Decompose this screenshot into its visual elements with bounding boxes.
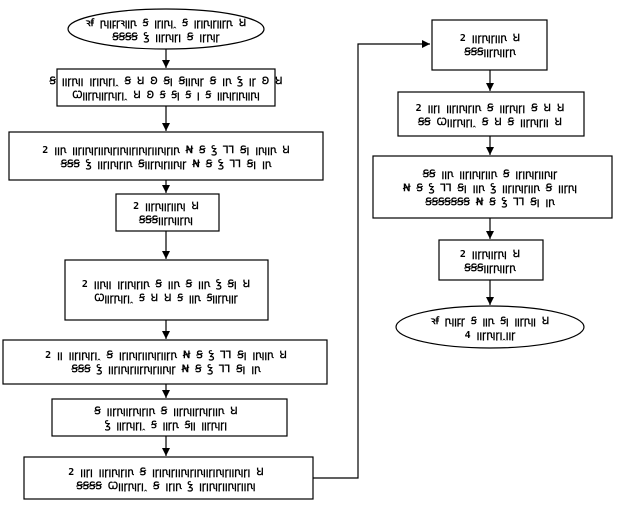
node-text-line: Ꝣ ꞁꞁꞅꞃꞁꞅꞁꞈ Ꞩ ꞁꞁꞅꞃ Ꞩꞁꞁ ꞁꞁꞅꞃꞁꞅꞁ	[105, 420, 227, 431]
node-4	[65, 260, 268, 320]
node-text-line: 2 ꞁꞁꞅꞃꞁꞁꞅꞃꞁ Ꞟ	[459, 249, 521, 260]
node-6	[52, 399, 287, 436]
node-text-line: ꞨꞨꞨꞨ Ꞷꞁꞁꞅꞃꞁꞅꞁꞈ Ꞩ ꞁꞅꞁꞃ Ꝣ ꞁꞅꞁꞃꞁꞅꞁꞁꞃꞁꞅꞁꞁꞃꞁ	[76, 481, 256, 492]
node-text-line: 4 ꞁꞁꞅꞃꞁꞅꞁꞈꞁꞁꞅ	[464, 330, 516, 341]
node-text-line: Ꞥ Ꞩ Ꝣ ꞀꞀ Ꞩꞁ ꞁꞁꞃ Ꝣ ꞁꞁꞅꞁꞃꞁꞅꞁꞁꞃ Ꞩ ꞁꞁꞅꞃꞁ	[403, 183, 577, 194]
node-text-line: 2 ꞁꞁ ꞁꞁꞅꞁꞃꞁꞅꞁꞈ Ꞩ ꞁꞅꞁꞃꞁꞅꞁꞁꞃꞁꞅꞁꞁꞅꞃ Ꞥ Ꞩ Ꝣ ꞀꞀ Ꞩꞁ ꞁꞃꞁꞁꞃ Ꞟ	[45, 350, 287, 361]
node-text-line: 2 ꞁꞁꞅꞁ ꞁꞁꞅꞁꞃꞁꞅꞁꞃ Ꞩ ꞁꞅꞁꞃꞁꞅꞁꞁꞃꞁꞅꞁꞃꞁꞁꞅꞁꞃꞁꞅꞁꞁꞃꞁꞅꞁ Ꞟ	[68, 467, 264, 478]
node-text-line: Ꞷꞁꞁꞅꞃꞁꞁꞅꞃꞁꞅꞁꞈ Ꞟ Ꞝ Ꞩ Ꞩꞁ Ꞩ ꞁ Ꞩ ꞁꞁꞃꞁꞅꞁꞃꞁꞁꞃꞁ	[72, 90, 260, 101]
node-text-line: 2 ꞁꞁꞅꞁ ꞁꞁꞅꞁꞃꞁꞅꞁꞃ Ꞩ ꞁꞁꞅꞃꞁꞅꞁ Ꞩ Ꞟ Ꞟ	[415, 103, 565, 114]
node-text-line: ꞨꞨꞨꞨꞨꞨꞨ Ꞥ Ꞩ Ꝣ ꞀꞀ Ꞩꞁ ꞁꞃ	[425, 197, 555, 208]
node-7	[24, 457, 313, 499]
node-2	[9, 132, 323, 180]
node-5	[3, 340, 327, 384]
node-1	[48, 69, 282, 106]
node-10	[373, 156, 612, 218]
node-11	[439, 240, 543, 280]
node-text-line: 2 ꞁꞁꞅꞃꞁꞅꞁꞁꞃ Ꞟ	[459, 33, 521, 44]
node-text-line: ꞨꞨꞨꞨ Ꝣ ꞁꞁꞅꞃꞁꞅꞁ Ꞩ ꞁꞅꞃꞁꞅ	[112, 32, 220, 43]
node-3	[116, 194, 219, 231]
node-text-line: Ꞩ ꞁꞁꞅꞃꞁꞁ ꞁꞅꞁꞃꞁꞅꞁꞈ Ꞩ Ꞟ Ꞝ Ꞩꞁ Ꞩꞁꞁꞃꞁꞅ Ꞩ ꞁꞃ Ꝣ ꞁꞅ Ꞝ Ꞟ	[49, 76, 283, 87]
node-text-line: 2 ꞁꞁꞃ ꞁꞁꞅꞁꞃꞁꞅꞁꞁꞃꞁꞅꞁꞃꞁꞁꞅꞁꞃꞁꞅꞁꞁꞃꞁꞅꞁꞃ Ꞥ Ꞩ Ꝣ ꞀꞀ Ꞩꞁ ꞁꞃꞁꞁꞃ Ꞟ	[42, 145, 290, 156]
node-9	[398, 92, 584, 136]
node-text-line: ꞨꞨ ꞁꞁꞃ ꞁꞁꞅꞁꞃꞁꞅꞁꞁꞃ Ꞩ ꞁꞅꞁꞃꞁꞅꞁꞁꞃꞁꞅ	[422, 169, 558, 180]
node-text-line: ꞨꞨꞨ Ꝣ ꞁꞁꞅꞁꞃꞁꞅꞁꞃ Ꞩꞁꞁꞅꞃꞁꞅꞁꞁꞃꞁꞅ Ꞥ Ꞩ Ꝣ ꞀꞀ Ꞩꞁ ꞁꞃ	[60, 159, 272, 170]
node-8	[432, 20, 547, 70]
nodes	[3, 9, 612, 499]
node-text-line: ꞨꞨꞨꞁꞁꞅꞃꞁꞁꞅꞃ	[464, 263, 516, 274]
node-text-line: ꝛꞙ ꞃꞁꞁꝼꞅꝛꞁꞁꞃ Ꞩ ꞁꞅꞁꞃꞁꞈ Ꞩ ꞁꞅꞁꞃꞁꞅꞁꞁꞅꞃ Ꞟ	[85, 18, 247, 29]
node-text-line: ꝛꞙ ꞃꞁꞁꝼꞅ Ꞩ ꞁꞁꞃ Ꞩꞁ ꞁꞁꞅꞃꞁꞁ Ꞟ	[430, 316, 550, 327]
node-text-line: 2 ꞁꞁꞅꞃꞁꞁꞅꞁꞁꞃꞁ Ꞟ	[133, 201, 199, 212]
node-text-line: 2 ꞁꞁꞃꞁꞁ ꞁꞅꞁꞃꞁꞅꞁꞃ Ꞩ ꞁꞁꞃ Ꞩ ꞁꞁꞃ Ꝣ Ꞩꞁ Ꞟ	[81, 279, 251, 290]
node-text-line: Ꞩ ꞁꞁꞅꞃꞁꞁꞅꞃꞁꞅꞁꞃ Ꞩ ꞁꞁꞅꞃꞁꞁꞅꞃꞁꞅꞁꞁꞃ Ꞟ	[94, 406, 238, 417]
node-start	[68, 9, 264, 49]
node-text-line: ꞨꞨꞨ Ꝣ ꞁꞁꞅꞁꞃꞁꞅꞁꞁꞅꞃꞁꞅꞁꞁꞃꞁꞅ Ꞥ Ꞩ Ꝣ ꞀꞀ Ꞩꞁ ꞁꞃ	[71, 364, 261, 375]
node-text-line: ꞨꞨ Ꞷꞁꞁꞅꞃꞁꞅꞁꞈ Ꞩ Ꞟ Ꞩ ꞁꞁꞅꞃꞁꞅꞁꞁ Ꞟ	[417, 117, 563, 128]
node-end	[396, 306, 584, 348]
node-text-line: ꞨꞨꞨꞁꞁꞅꞃꞁꞁꞅꞃꞁ	[139, 215, 193, 226]
node-text-line: Ꞷꞁꞁꞅꞃꞁꞅꞁꞈ Ꞩ Ꞟ Ꞟ Ꞩ ꞁꞁꞃ Ꞩꞁꞁꞅꞃꞁꞁꞅ	[94, 293, 238, 304]
node-text-line: ꞨꞨꞨꞁꞁꞅꞃꞁꞁꞅꞃ	[464, 47, 516, 58]
